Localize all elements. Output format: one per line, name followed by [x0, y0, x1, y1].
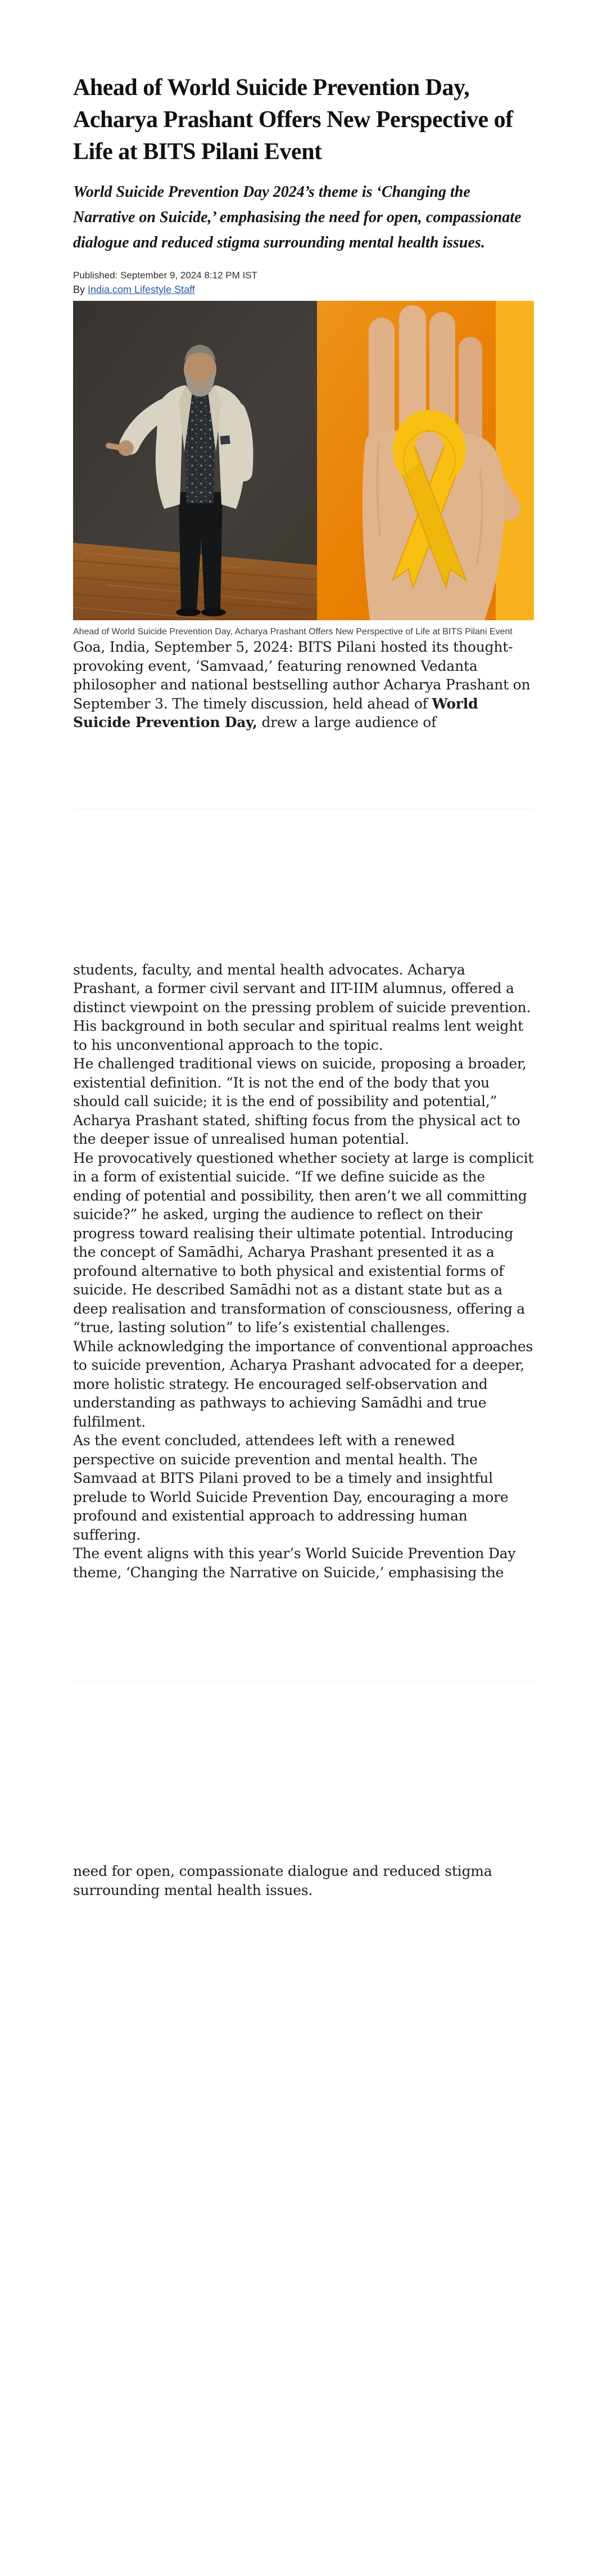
paragraph-text: drew a large audience of — [257, 714, 437, 730]
empty-ad-slot — [73, 809, 534, 960]
article-body — [73, 638, 534, 1900]
paragraph: As the event concluded, attendees left with a renewed perspective on suicide prevention and mental health. The Samvaad at BITS Pilani proved to be a timely and insightful prelude to World Suicide Prevention Day, encouraging a more profound and existential approach to addressing human suffering. — [73, 1432, 509, 1543]
published-timestamp: Published: September 9, 2024 8:12 PM IST — [73, 270, 257, 281]
author-link[interactable]: India.com Lifestyle Staff — [88, 284, 195, 295]
paragraph: While acknowledging the importance of conventional approaches to suicide prevention, Acharya Prashant advocated for a deeper, more holistic strategy. He encouraged self-observation and understanding as pathways to achieving Samādhi and true fulfilment. — [73, 1338, 533, 1430]
paragraph: He challenged traditional views on suicide, proposing a broader, existential definition. “It is not the end of the body that you should call suicide; it is the end of possibility and potential,” Acharya Prashant stated, shifting focus from the physical act to the deeper issue of unrealised human potential. — [73, 1055, 527, 1147]
ribbon-photo — [317, 301, 534, 620]
paragraph — [73, 638, 534, 732]
image-caption: Ahead of World Suicide Prevention Day, Acharya Prashant Offers New Perspective of Life at BITS Pilani Event — [73, 627, 513, 637]
hero-image — [73, 301, 534, 620]
paragraph: students, faculty, and mental health advocates. Acharya Prashant, a former civil servant and IIT-IIM alumnus, offered a distinct viewpoint on the pressing problem of suicide prevention. His background in both secular and spiritual realms lent weight to his unconventional approach to the topic. — [73, 961, 531, 1053]
article-subtitle: World Suicide Prevention Day 2024’s theme is ‘Changing the Narrative on Suicide,’ emphasising the need for open, compassionate dialogue and reduced stigma surrounding mental health issues. — [73, 183, 522, 251]
paragraph: need for open, compassionate dialogue and reduced stigma surrounding mental health issues. — [73, 1863, 492, 1898]
hero-figure — [73, 301, 534, 638]
page-title: Ahead of World Suicide Prevention Day, Acharya Prashant Offers New Perspective of Life at BITS Pilani Event — [73, 75, 513, 165]
byline-prefix: By — [73, 284, 88, 295]
byline — [73, 282, 534, 297]
paragraph: The event aligns with this year’s World Suicide Prevention Day theme, ‘Changing the Narrative on Suicide,’ emphasising the — [73, 1545, 516, 1581]
speaker-photo — [73, 301, 317, 620]
bold-phrase: World Suicide Prevention Day, — [73, 695, 478, 730]
content-column — [73, 0, 534, 1900]
empty-ad-slot — [73, 1681, 534, 1862]
paragraph: He provocatively questioned whether society at large is complicit in a form of existential suicide. “If we define suicide as the ending of potential and possibility, then aren’t we all committing suicide?” he asked, urging the audience to reflect on their progress toward realising their ultimate potential. Introducing the concept of Samādhi, Acharya Prashant presented it as a profound alternative to both physical and existential forms of suicide. He described Samādhi not as a distant state but as a deep realisation and transformation of consciousness, offering a “true, lasting solution” to life’s existential challenges. — [73, 1149, 534, 1336]
article-meta — [73, 269, 534, 297]
paragraph-text: Goa, India, September 5, 2024: BITS Pilani hosted its thought-provoking event, ‘Samvaad,’ featuring renowned Vedanta philosopher and national bestselling author Acharya Prashant on September 3. The timely discussion, held ahead of — [73, 639, 531, 712]
